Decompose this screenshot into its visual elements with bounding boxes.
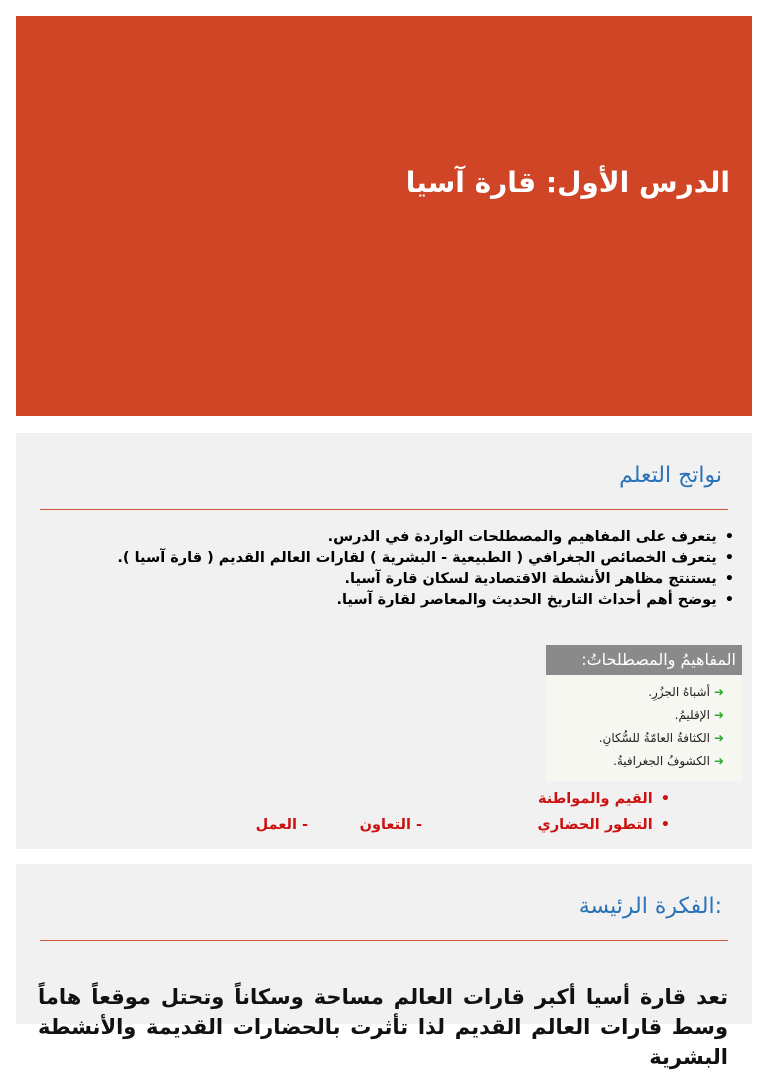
outcomes-list — [34, 527, 734, 611]
value-item: - العمل — [255, 817, 308, 833]
arrow-right-icon: ➜ — [713, 708, 724, 722]
outcome-item: • يتعرف على المفاهيم والمصطلحات الواردة في الدرس. — [34, 527, 734, 548]
main-idea-heading: :الفكرة الرئيسة — [578, 894, 722, 919]
concept-item: ➜الكثافةُ العامّةُ للسُّكانِ. — [598, 731, 724, 745]
main-idea-text: تعد قارة أسيا أكبر قارات العالم مساحة وسكاناً وتحتل موقعاً هاماً وسط قارات العالم القديم لذا تأثرت بالحضارات القديمة والأنشطة البشرية — [38, 985, 728, 1069]
title-slide — [16, 16, 752, 416]
value-item: - التعاون — [359, 817, 422, 833]
concept-item: ➜أشباهُ الجزُرِ. — [648, 685, 724, 699]
outcomes-heading: نواتج التعلم — [619, 463, 722, 488]
main-idea-slide — [16, 864, 752, 1069]
outcome-item: • يوضح أهم أحداث التاريخ الحديث والمعاصر لقارة آسيا. — [34, 590, 734, 611]
outcome-item: • يتعرف الخصائص الجغرافي ( الطبيعية - البشرية ) لقارات العالم القديم ( قارة آسيا ). — [34, 548, 734, 569]
concepts-header: المفاهيمُ والمصطلحاتُ: — [546, 645, 742, 675]
outcome-item: • يستنتج مظاهر الأنشطة الاقتصادية لسكان قارة آسيا. — [34, 569, 734, 590]
arrow-right-icon: ➜ — [713, 685, 724, 699]
concept-item: ➜الإقليمُ. — [674, 708, 724, 722]
heading-divider — [40, 940, 728, 941]
value-item: • القيم والمواطنة — [538, 791, 670, 807]
heading-divider — [40, 509, 728, 510]
concept-item: ➜الكشوفُ الجغرافيةُ. — [613, 754, 724, 768]
value-item: • التطور الحضاري — [538, 817, 670, 833]
concepts-box — [546, 645, 742, 785]
concepts-list — [546, 675, 742, 781]
lesson-title: الدرس الأول: قارة آسيا — [405, 166, 730, 199]
learning-outcomes-slide — [16, 433, 752, 849]
arrow-right-icon: ➜ — [713, 754, 724, 768]
arrow-right-icon: ➜ — [713, 731, 724, 745]
